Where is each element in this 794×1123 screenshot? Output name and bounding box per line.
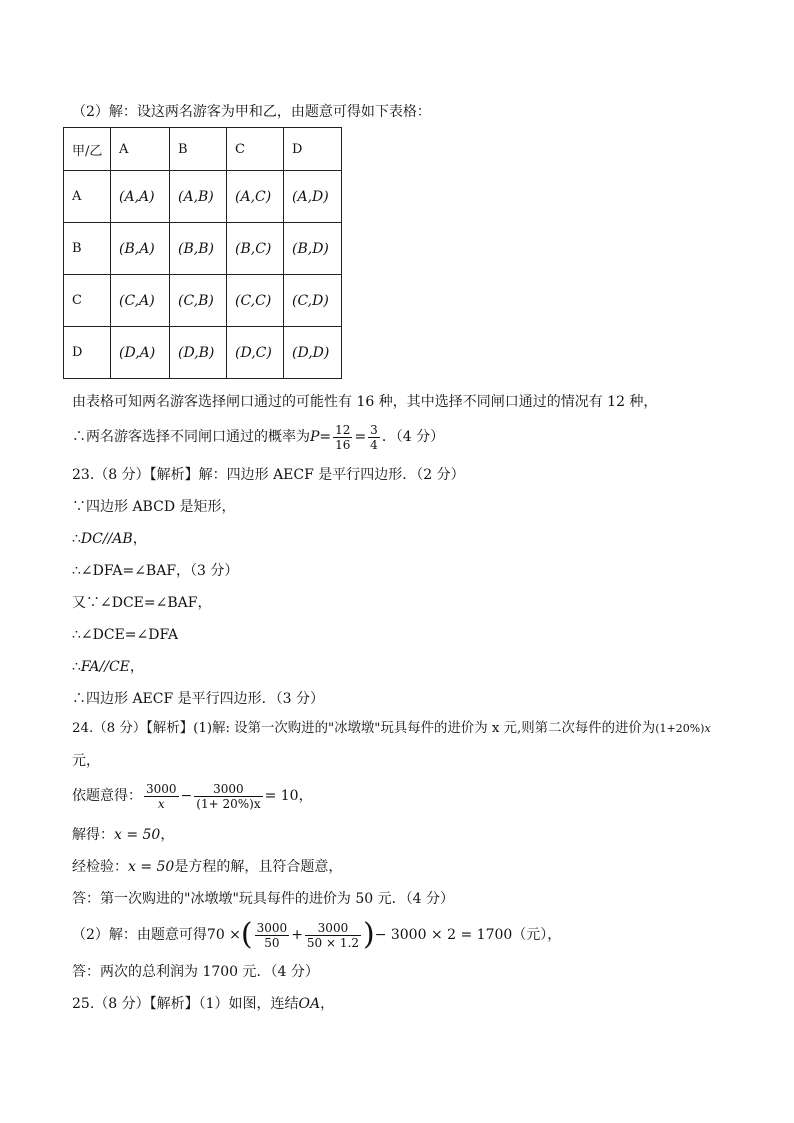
prob-suffix: ．（4 分） [381,429,445,445]
q24-part-2 [72,914,561,956]
table-header-cell: 甲/乙 [64,128,111,171]
row-label: A [64,171,111,223]
table-cell: (B,B) [170,223,227,275]
eq-fraction-2 [194,782,262,811]
prob-var: P [310,429,320,445]
prob-prefix: ∴两名游客选择不同闸口通过的概率为 [72,429,310,445]
q24-answer-1: 答：第一次购进的"冰墩墩"玩具每件的进价为 50 元．（4 分） [72,891,454,907]
eq-fraction-1 [144,782,179,811]
p2-prefix: （2）解：由题意可得 [72,927,207,943]
row-label: B [64,223,111,275]
q22-probability [72,420,444,454]
frac-denominator: 50 × 1.2 [306,935,359,950]
table-cell: (B,D) [284,223,342,275]
q23-line-7 [72,657,144,677]
eq-prefix: 依题意得： [72,788,142,804]
q23-line-8: ∴四边形 AECF 是平行四边形．（3 分） [72,691,325,707]
q25-text: 25.（8 分）【解析】（1）如图，连结 [72,996,299,1012]
table-row [64,275,342,327]
math-expr: DC//AB [80,531,133,547]
math-expr: FA//CE [80,659,130,675]
frac-numerator: 3000 [305,921,361,936]
table-cell: (B,A) [111,223,170,275]
table-row [64,223,342,275]
chk-suffix: 是方程的解，且符合题意， [174,859,343,875]
paren-open: ( [240,917,253,952]
frac-denominator: x [157,796,165,811]
frac-numerator: 3 [370,422,378,437]
p2-fraction-1 [255,921,290,950]
row-label: C [64,275,111,327]
q23-line-6: ∴∠DCE=∠DFA [72,627,179,643]
q23-line-5: 又∵∠DCE=∠BAF， [72,595,212,611]
table-cell: (A,A) [111,171,170,223]
q23-line-1: 23.（8 分）【解析】解：四边形 AECF 是平行四边形．（2 分） [72,467,465,483]
punct: ， [160,827,175,843]
frac-numerator: 12 [335,422,351,437]
math-expr: (1+20%) [655,722,705,735]
frac-numerator: 3000 [194,782,262,797]
frac-denominator: 50 [264,935,280,950]
p2-term: 70 × [206,927,241,943]
paren-close: ) [362,917,375,952]
eq-minus: − [180,788,193,804]
eq-rhs: = 10 [264,788,299,804]
q22-intro: （2）解：设这两名游客为甲和乙，由题意可得如下表格： [72,104,431,120]
frac-denominator: (1+ 20%)x [196,796,261,811]
table-header-cell: D [284,128,342,171]
table-cell: (D,D) [284,327,342,379]
q22-summary: 由表格可知两名游客选择闸口通过的可能性有 16 种，其中选择不同闸口通过的情况有 12 种， [72,394,658,410]
table-cell: (D,B) [170,327,227,379]
q23-line-4: ∴∠DFA=∠BAF，（3 分） [72,563,239,579]
table-cell: (A,B) [170,171,227,223]
table-cell: (A,D) [284,171,342,223]
frac-denominator: 16 [335,437,351,452]
q23-line-3 [72,529,147,549]
prob-fraction-1 [333,423,352,452]
q23-line-2: ∵四边形 ABCD 是矩形， [72,499,236,515]
table-cell: (D,C) [227,327,284,379]
math-expr: x = 50 [114,827,161,843]
p2-suffix: （元）， [512,927,562,943]
frac-numerator: 3000 [256,920,288,935]
punct: ， [320,996,335,1012]
table-cell: (A,C) [227,171,284,223]
punct: ， [129,659,144,675]
table-cell: (B,C) [227,223,284,275]
table-cell: (C,C) [227,275,284,327]
math-var: x [704,722,711,735]
q24-line-1 [72,719,711,739]
q24-equation [72,778,313,814]
punct: ， [132,531,147,547]
chk-prefix: 经检验： [72,859,128,875]
p2-rest: − 3000 × 2 = 1700 [374,927,513,943]
therefore-symbol: ∴ [72,531,81,547]
q24-solution [72,825,174,845]
table-header-row [64,128,342,171]
table-header-cell: A [111,128,170,171]
prob-eq-2: = [354,429,367,445]
table-cell: (C,B) [170,275,227,327]
punct: ， [298,788,313,804]
sol-prefix: 解得： [72,827,114,843]
table-row [64,171,342,223]
p2-plus: + [291,927,303,943]
row-label: D [64,327,111,379]
prob-eq: = [319,429,332,445]
q25-line-1 [72,994,334,1014]
q24-line-2: 元， [72,753,100,769]
q24-text: 24.（8 分）【解析】(1)解: 设第一次购进的"冰墩墩"玩具每件的进价为 x 元,则第二次每件的进价为 [72,721,656,736]
table-cell: (C,D) [284,275,342,327]
table-row [64,327,342,379]
math-expr: x = 50 [128,859,175,875]
math-expr: OA [298,996,321,1012]
prob-fraction-2 [368,423,380,452]
table-cell: (C,A) [111,275,170,327]
outcome-table [63,127,342,379]
q24-answer-2: 答：两次的总利润为 1700 元．（4 分） [72,964,319,980]
table-header-cell: B [170,128,227,171]
q24-check [72,857,342,877]
table-header-cell: C [227,128,284,171]
frac-numerator: 3000 [146,781,177,796]
therefore-symbol: ∴ [72,659,81,675]
table-cell: (D,A) [111,327,170,379]
frac-denominator: 4 [370,437,378,452]
p2-fraction-2 [305,921,361,950]
